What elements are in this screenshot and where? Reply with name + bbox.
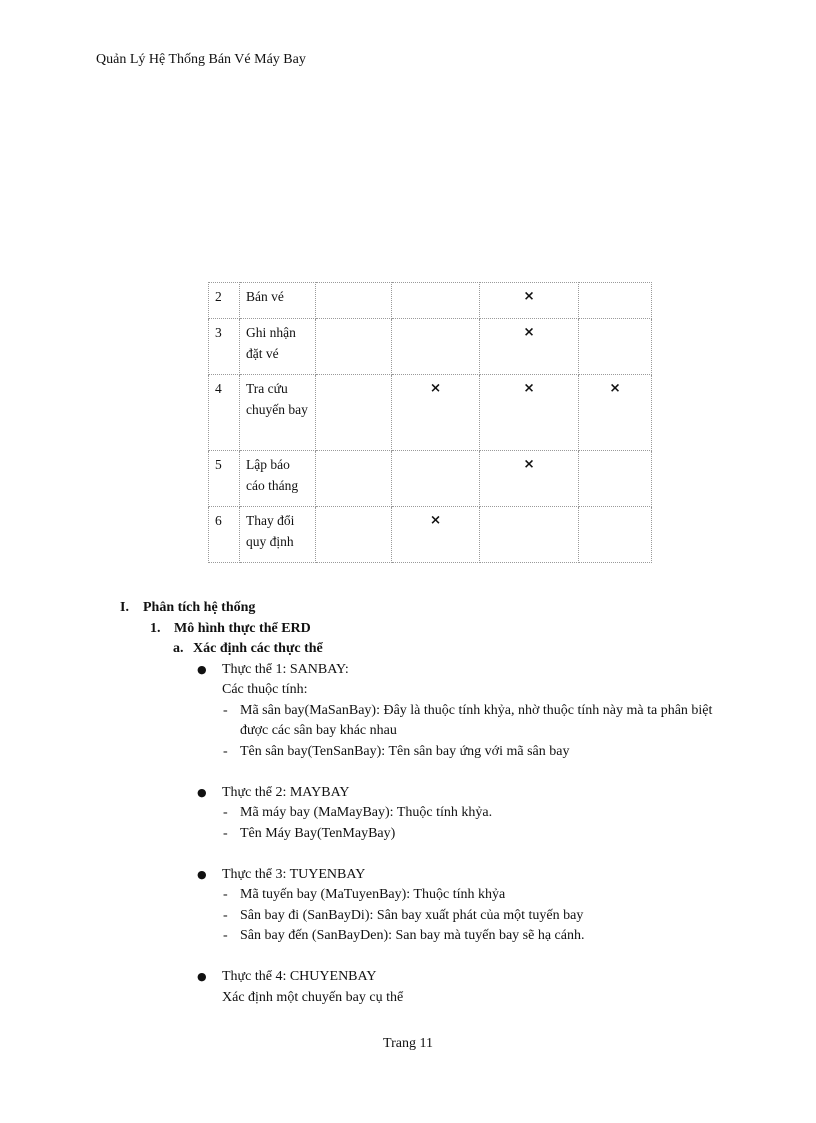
function-name: Ghi nhận đặt vé [240, 319, 316, 375]
attribute-item-continued: được các sân bay khác nhau [240, 723, 397, 738]
mark-cell [480, 507, 579, 563]
page-header: Quản Lý Hệ Thống Bán Vé Máy Bay [96, 52, 306, 67]
bullet-icon: ● [197, 867, 207, 881]
table-row [209, 283, 652, 319]
mark-cell: × [480, 375, 579, 451]
function-name: Lập báo cáo tháng [240, 451, 316, 507]
mark-cell [316, 507, 392, 563]
row-number: 6 [209, 507, 240, 563]
mark-cell [316, 283, 392, 319]
dash-icon: - [223, 825, 228, 841]
dash-icon: - [223, 907, 228, 923]
subsection-number: 1. [150, 620, 161, 636]
mark-cell [579, 283, 652, 319]
row-number: 2 [209, 283, 240, 319]
dash-icon: - [223, 702, 228, 718]
mark-cell: × [480, 283, 579, 319]
mark-cell: × [392, 375, 480, 451]
section-title: Phân tích hệ thống [143, 600, 256, 615]
bullet-icon: ● [197, 970, 207, 983]
row-number: 5 [209, 451, 240, 507]
mark-cell: × [480, 319, 579, 375]
entity-note: Xác định một chuyến bay cụ thể [222, 989, 404, 1005]
bullet-icon: ● [197, 785, 207, 799]
dash-icon: - [223, 743, 228, 759]
dash-icon: - [223, 805, 228, 820]
table-row [209, 375, 652, 451]
attribute-item: - Mã tuyến bay (MaTuyenBay): Thuộc tính khỷa [240, 885, 740, 906]
page-number: Trang 11 [383, 1036, 433, 1051]
row-number: 3 [209, 319, 240, 375]
attribute-item: - Mã máy bay (MaMayBay): Thuộc tính khỷa. [240, 803, 740, 824]
table-row [209, 451, 652, 507]
mark-cell [316, 375, 392, 451]
table-row [209, 319, 652, 375]
function-name: Thay đổi quy định [240, 507, 316, 563]
attribute-item: - Tên Máy Bay(TenMayBay) [240, 824, 740, 845]
subsubsection-title: Xác định các thực thể [193, 641, 323, 656]
function-name: Tra cứu chuyến bay [240, 375, 316, 451]
subsubsection-heading [173, 639, 816, 660]
mark-cell [316, 451, 392, 507]
subsubsection-number: a. [173, 641, 184, 656]
section-heading [120, 598, 816, 619]
mark-cell [579, 507, 652, 563]
mark-cell [392, 451, 480, 507]
table-row [209, 507, 652, 563]
mark-cell [579, 451, 652, 507]
entity-title: ● Thực thể 1: SANBAY: [222, 660, 816, 681]
attribute-item: - Mã sân bay(MaSanBay): Đây là thuộc tính khỷa, nhờ thuộc tính này mà ta phân biệt [240, 701, 740, 722]
attribute-item: - Sân bay đến (SanBayDen): San bay mà tuyến bay sẽ hạ cánh. [240, 926, 740, 947]
entity-title: ● Thực thể 4: CHUYENBAY [222, 967, 816, 988]
entity-title: ● Thực thể 2: MAYBAY [222, 783, 816, 804]
bullet-icon: ● [197, 662, 207, 676]
entity-title: ● Thực thể 3: TUYENBAY [222, 865, 816, 886]
row-number: 4 [209, 375, 240, 451]
dash-icon: - [223, 928, 228, 943]
entity-note: Các thuộc tính: [222, 682, 308, 697]
mark-cell: × [480, 451, 579, 507]
mark-cell [316, 319, 392, 375]
subsection-heading [150, 619, 816, 640]
mark-cell [392, 283, 480, 319]
attribute-item: - Sân bay đi (SanBayDi): Sân bay xuất phát của một tuyến bay [240, 906, 740, 927]
mark-cell [579, 319, 652, 375]
attribute-item: - Tên sân bay(TenSanBay): Tên sân bay ứng với mã sân bay [240, 742, 740, 763]
dash-icon: - [223, 887, 228, 902]
subsection-title: Mô hình thực thể ERD [174, 620, 311, 636]
function-name: Bán vé [240, 283, 316, 319]
mark-cell: × [392, 507, 480, 563]
mark-cell: × [579, 375, 652, 451]
document-body [0, 598, 816, 1008]
mark-cell [392, 319, 480, 375]
section-number: I. [120, 600, 129, 615]
function-matrix-table [208, 282, 652, 563]
